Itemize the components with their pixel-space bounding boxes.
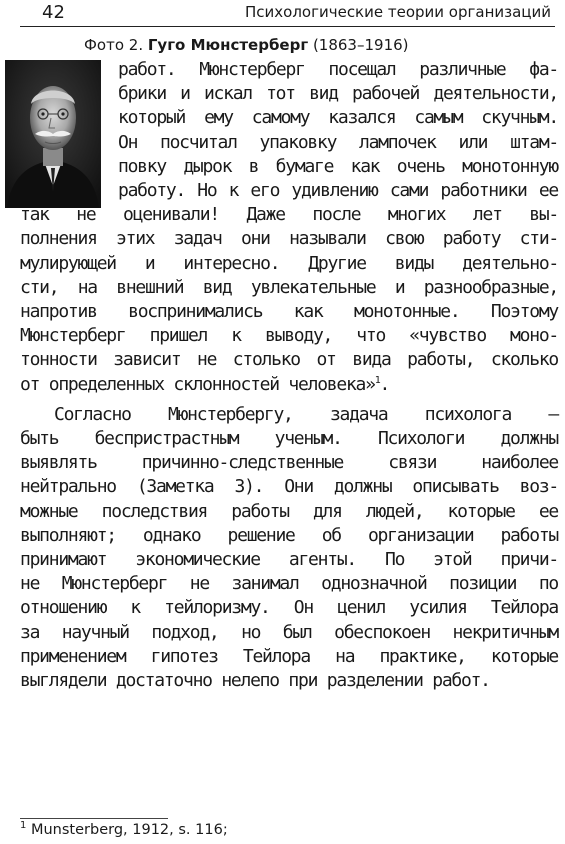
text-line: полнения этих задач они называли свою работу сти- (20, 228, 558, 250)
caption-prefix: Фото 2. (84, 36, 144, 54)
text-line: выявлять причинно-следственные связи наиболее (20, 452, 558, 474)
text-line: повку дырок в бумаге как очень монотонную (118, 155, 558, 177)
text-line: отношению к тейлоризму. Он ценил усилия Тейлора (20, 597, 558, 619)
text-line-content: от определенных склонностей человека» (20, 373, 375, 395)
text-line: нейтрально (Заметка 3). Они должны описывать воз- (20, 476, 558, 498)
text-line-last: от определенных склонностей человека»$^1$. (20, 373, 390, 395)
text-line: за научный подход, но был обеспокоен некритичным (20, 621, 558, 643)
page-number: 42 (42, 2, 65, 23)
footnote-text: Munsterberg, 1912, s. 116; (30, 822, 228, 838)
text-line: который ему самому казался самым скучным. (118, 107, 558, 129)
running-title: Психологические теории организаций (245, 3, 551, 21)
caption-years: (1863–1916) (312, 36, 409, 54)
footnote-divider (20, 818, 168, 819)
photo-caption (84, 36, 409, 54)
text-line: напротив воспринимались как монотонные. Поэтому (20, 301, 558, 323)
text-line: выполняют; однако решение об организации работы (20, 524, 558, 546)
text-line: Он посчитал упаковку лампочек или штам- (118, 131, 558, 153)
text-line: мулирующей и интересно. Другие виды деятельно- (20, 252, 558, 274)
text-line: так не оценивали! Даже после многих лет вы- (20, 204, 558, 226)
text-line: можные последствия работы для людей, которые ее (20, 500, 558, 522)
text-line: сти, на внешний вид увлекательные и разнообразные, (20, 276, 558, 298)
footnote (20, 822, 228, 838)
text-line-last: выглядели достаточно нелепо при разделении работ. (20, 670, 490, 692)
footnote-reference: 1 (374, 374, 380, 386)
text-line: работ. Мюнстерберг посещал различные фа- (118, 59, 558, 80)
text-line: быть беспристрастным ученым. Психологи должны (20, 428, 558, 450)
paragraph-1 (20, 58, 558, 397)
text-line: не Мюнстерберг не занимал однозначной позиции по (20, 573, 558, 595)
text-line: Мюнстерберг пришел к выводу, что «чувство моно- (20, 325, 558, 347)
text-line: применением гипотез Тейлора на практике, которые (20, 645, 558, 667)
running-header (20, 0, 555, 27)
body-text (20, 58, 558, 693)
caption-name: Гуго Мюнстерберг (147, 36, 309, 54)
text-line: Согласно Мюнстербергу, задача психолога — (54, 403, 558, 425)
footnote-number: 1 (20, 820, 27, 832)
paragraph-2 (20, 403, 558, 693)
text-line: брики и искал тот вид рабочей деятельности, (118, 83, 558, 105)
text-line: принимают экономические агенты. По этой причи- (20, 549, 558, 571)
text-line: работу. Но к его удивлению сами работники ее (118, 180, 558, 202)
text-line: тонности зависит не столько от вида работы, сколько (20, 349, 558, 371)
